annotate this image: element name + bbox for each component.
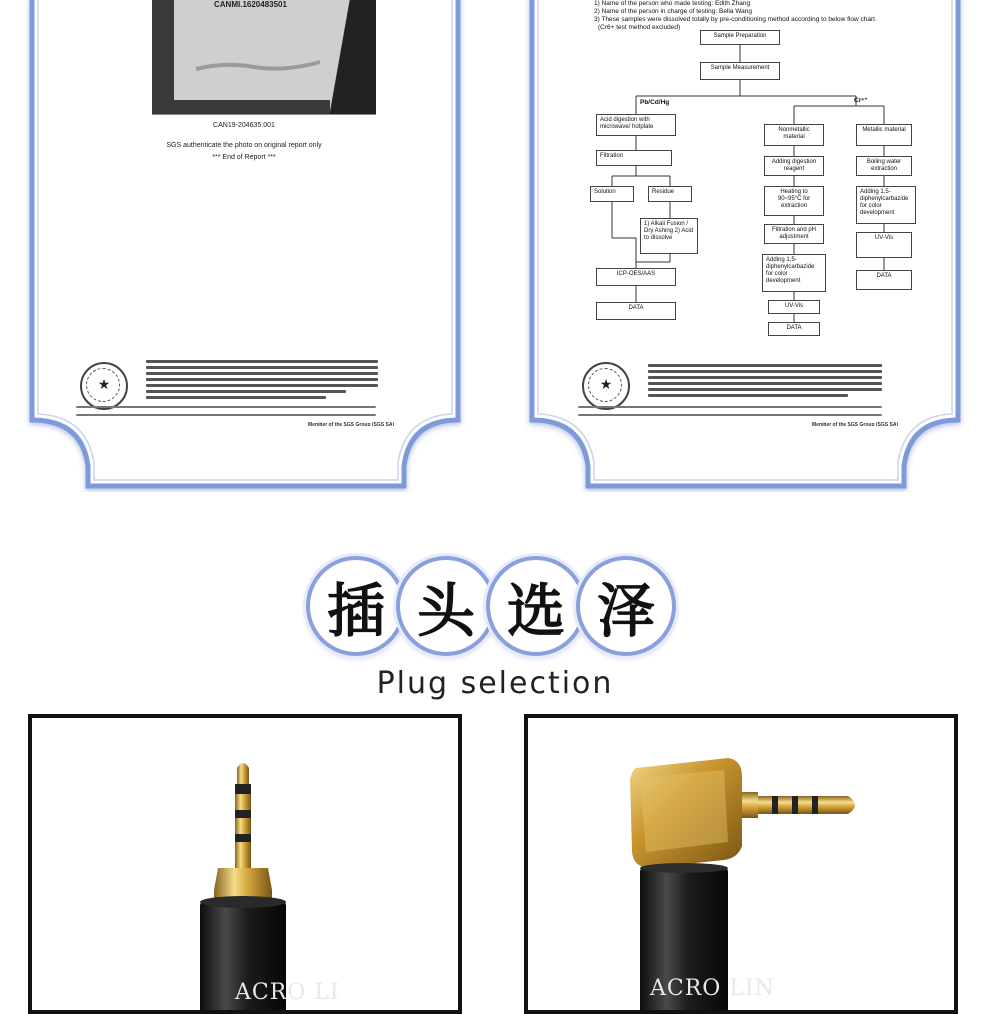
flow-adding-diphenyl-mid: Adding 1,5-diphenylcarbazide for color development [762, 254, 826, 292]
flow-sample-preparation: Sample Preparation [700, 30, 780, 45]
right-angle-plug-image [528, 718, 954, 1010]
heading-char-2: 头 [396, 556, 496, 656]
intro-line-3: 3) These samples were dissolved totally by pre-conditioning method according to below flow chart. [594, 16, 877, 23]
intro-line-4: (Cr6+ test method excluded) [598, 24, 681, 31]
flow-uvvis-right: UV-Vis [856, 232, 912, 258]
flow-pbcdhg-label: Pb/Cd/Hg [640, 99, 670, 106]
flow-icp: ICP-OES/AAS [596, 268, 676, 286]
flow-adding-diphenyl-right: Adding 1,5-diphenylcarbazide for color development [856, 186, 916, 224]
intro-line-1: 1) Name of the person who made testing: Edith Zhang [594, 0, 751, 7]
report-page-left [52, 0, 436, 426]
flow-boiling-water: Boiling water extraction [856, 156, 912, 176]
flow-metallic: Metallic material [856, 124, 912, 146]
flow-nonmetallic: Nonmetallic material [764, 124, 824, 146]
product-right-angle-plug [524, 714, 958, 1014]
heading-subtitle: Plug selection [376, 666, 614, 701]
flow-filtration-ph: Filtration and pH adjustment [764, 224, 824, 244]
report-page-right [554, 0, 938, 426]
brand-text: ACRO LIN [650, 976, 775, 1001]
flow-sample-measurement: Sample Measurement [700, 62, 780, 80]
heading-char-4: 泽 [576, 556, 676, 656]
flow-solution: Solution [590, 186, 634, 202]
report-right-frame [524, 0, 968, 492]
company-seal: ★ [80, 362, 128, 410]
flow-filtration: Filtration [596, 150, 672, 166]
heading-char-3: 选 [486, 556, 586, 656]
flow-alkali-fusion: 1) Alkali Fusion / Dry Ashing 2) Acid to dissolve [640, 218, 698, 254]
brand-text: ACRO LI [235, 980, 340, 1005]
photo-code: CANMI.1620483501 [214, 0, 287, 9]
authenticate-note: SGS authenticate the photo on original report only [166, 142, 322, 149]
flow-data-mid: DATA [768, 322, 820, 336]
product-straight-plug [28, 714, 462, 1014]
flow-uvvis-mid: UV-Vis [768, 300, 820, 314]
intro-line-2: 2) Name of the person in charge of testing: Bella Wang [594, 8, 753, 15]
cable-in-photo [194, 60, 322, 74]
sample-photo [152, 0, 376, 114]
flow-data-left: DATA [596, 302, 676, 320]
company-seal: ★ [582, 362, 630, 410]
flow-residue: Residue [648, 186, 692, 202]
flow-heating: Heating to 90~95°C for extraction [764, 186, 824, 216]
flow-cr6-label: Cr⁶⁺ [854, 97, 868, 104]
flow-adding-digestion: Adding digestion reagent [764, 156, 824, 176]
flow-data-right: DATA [856, 270, 912, 290]
member-note: Member of the SGS Group (SGS SA) [308, 422, 395, 426]
heading-char-1: 插 [306, 556, 406, 656]
end-note: *** End of Report *** [212, 154, 276, 161]
flow-acid-digestion: Acid digestion with microwave/ hotplate [596, 114, 676, 136]
report-left-frame [22, 0, 466, 492]
section-heading [0, 548, 990, 708]
straight-plug-image [32, 718, 458, 1010]
photo-caption: CAN19-204635.001 [213, 122, 275, 129]
member-note: Member of the SGS Group (SGS SA) [812, 422, 899, 426]
